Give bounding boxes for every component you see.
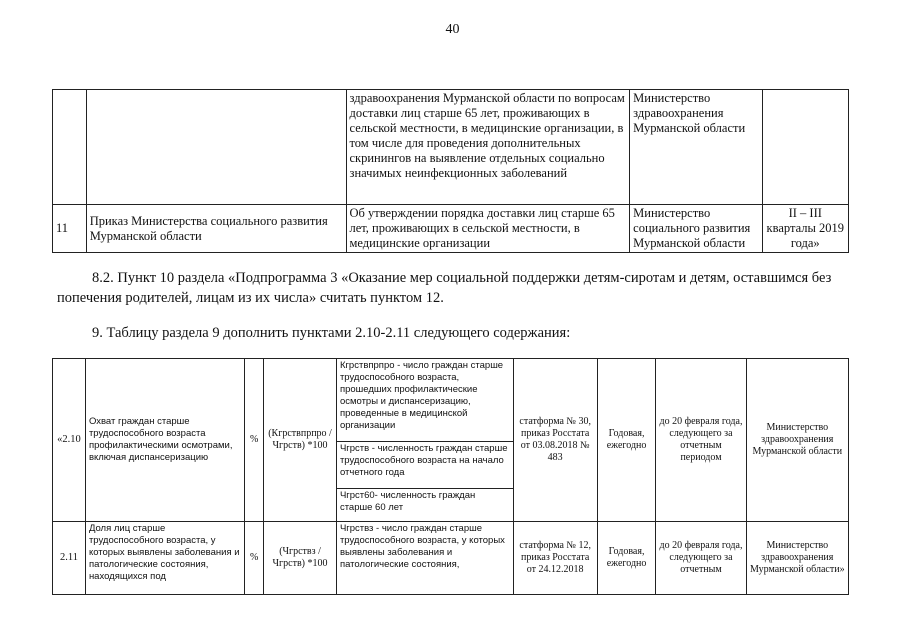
indicator-name-cell: Доля лиц старше трудоспособного возраста, у которых выявлены заболевания и патологические состояния, находящихся под — [85, 522, 244, 595]
deadline-cell: до 20 февраля года, следующего за отчетным — [656, 522, 746, 595]
document-cell — [86, 90, 346, 205]
subject-cell: здравоохранения Мурманской области по вопросам доставки лиц старше 65 лет, проживающих в сельской местности, в медицинские организации, в том числе для проведения дополнительных скринингов на выявление отдельных социально значимых неинфекционных заболеваний — [346, 90, 630, 205]
page-number: 40 — [445, 22, 460, 37]
document-cell: Приказ Министерства социального развития Мурманской области — [86, 205, 346, 253]
measures-table-continuation — [52, 89, 849, 253]
data-source-cell: статформа № 30, приказ Росстата от 03.08.2018 № 483 — [513, 359, 597, 522]
row-number-cell: 11 — [53, 205, 87, 253]
table-row — [53, 359, 849, 442]
term-cell: II – III кварталы 2019 года» — [762, 205, 848, 253]
subject-cell: Об утверждении порядка доставки лиц старше 65 лет, проживающих в сельской местности, в медицинские организации — [346, 205, 630, 253]
unit-cell: % — [245, 359, 264, 522]
indicators-table — [52, 358, 849, 595]
paragraph-8-2: 8.2. Пункт 10 раздела «Подпрограмма 3 «Оказание мер социальной поддержки детям-сиротам и детям, оставшимся без попечения родителей, лицам из их числа» считать пунктом 12. — [57, 270, 832, 306]
executor-cell: Министерство здравоохранения Мурманской области — [630, 90, 762, 205]
periodicity-cell: Годовая, ежегодно — [597, 359, 656, 522]
table-row — [53, 522, 849, 595]
indicator-name-cell: Охват граждан старше трудоспособного возраста профилактическими осмотрами, включая диспансеризацию — [85, 359, 244, 522]
deadline-cell: до 20 февраля года, следующего за отчетным периодом — [656, 359, 746, 522]
periodicity-cell: Годовая, ежегодно — [597, 522, 656, 595]
variable-definition-cell: Чгрств - численность граждан старше трудоспособного возраста на начало отчетного года — [336, 442, 513, 489]
table-row — [53, 90, 849, 205]
variable-definition-cell: Кгрствпрпро - число граждан старше трудоспособного возраста, прошедших профилактические осмотры и диспансеризацию, проведенные в медицинской организации — [336, 359, 513, 442]
row-number-cell — [53, 90, 87, 205]
formula-cell: (Кгрствпрпро / Чгрств) *100 — [264, 359, 337, 522]
responsible-cell: Министерство здравоохранения Мурманской области» — [746, 522, 848, 595]
responsible-cell: Министерство здравоохранения Мурманской области — [746, 359, 848, 522]
variable-definition-cell: Чгрствз - число граждан старше трудоспособного возраста, у которых выявлены заболевания и патологические состояния, — [336, 522, 513, 595]
term-cell — [762, 90, 848, 205]
paragraph-9: 9. Таблицу раздела 9 дополнить пунктами 2.10-2.11 следующего содержания: — [92, 325, 571, 341]
item-number-cell: 2.11 — [53, 522, 86, 595]
variable-definition-cell: Чгрст60- численность граждан старше 60 лет — [336, 489, 513, 522]
item-number-cell: «2.10 — [53, 359, 86, 522]
formula-cell: (Чгрствз / Чгрств) *100 — [264, 522, 337, 595]
data-source-cell: статформа № 12, приказ Росстата от 24.12.2018 — [513, 522, 597, 595]
executor-cell: Министерство социального развития Мурманской области — [630, 205, 762, 253]
table-row — [53, 205, 849, 253]
unit-cell: % — [245, 522, 264, 595]
